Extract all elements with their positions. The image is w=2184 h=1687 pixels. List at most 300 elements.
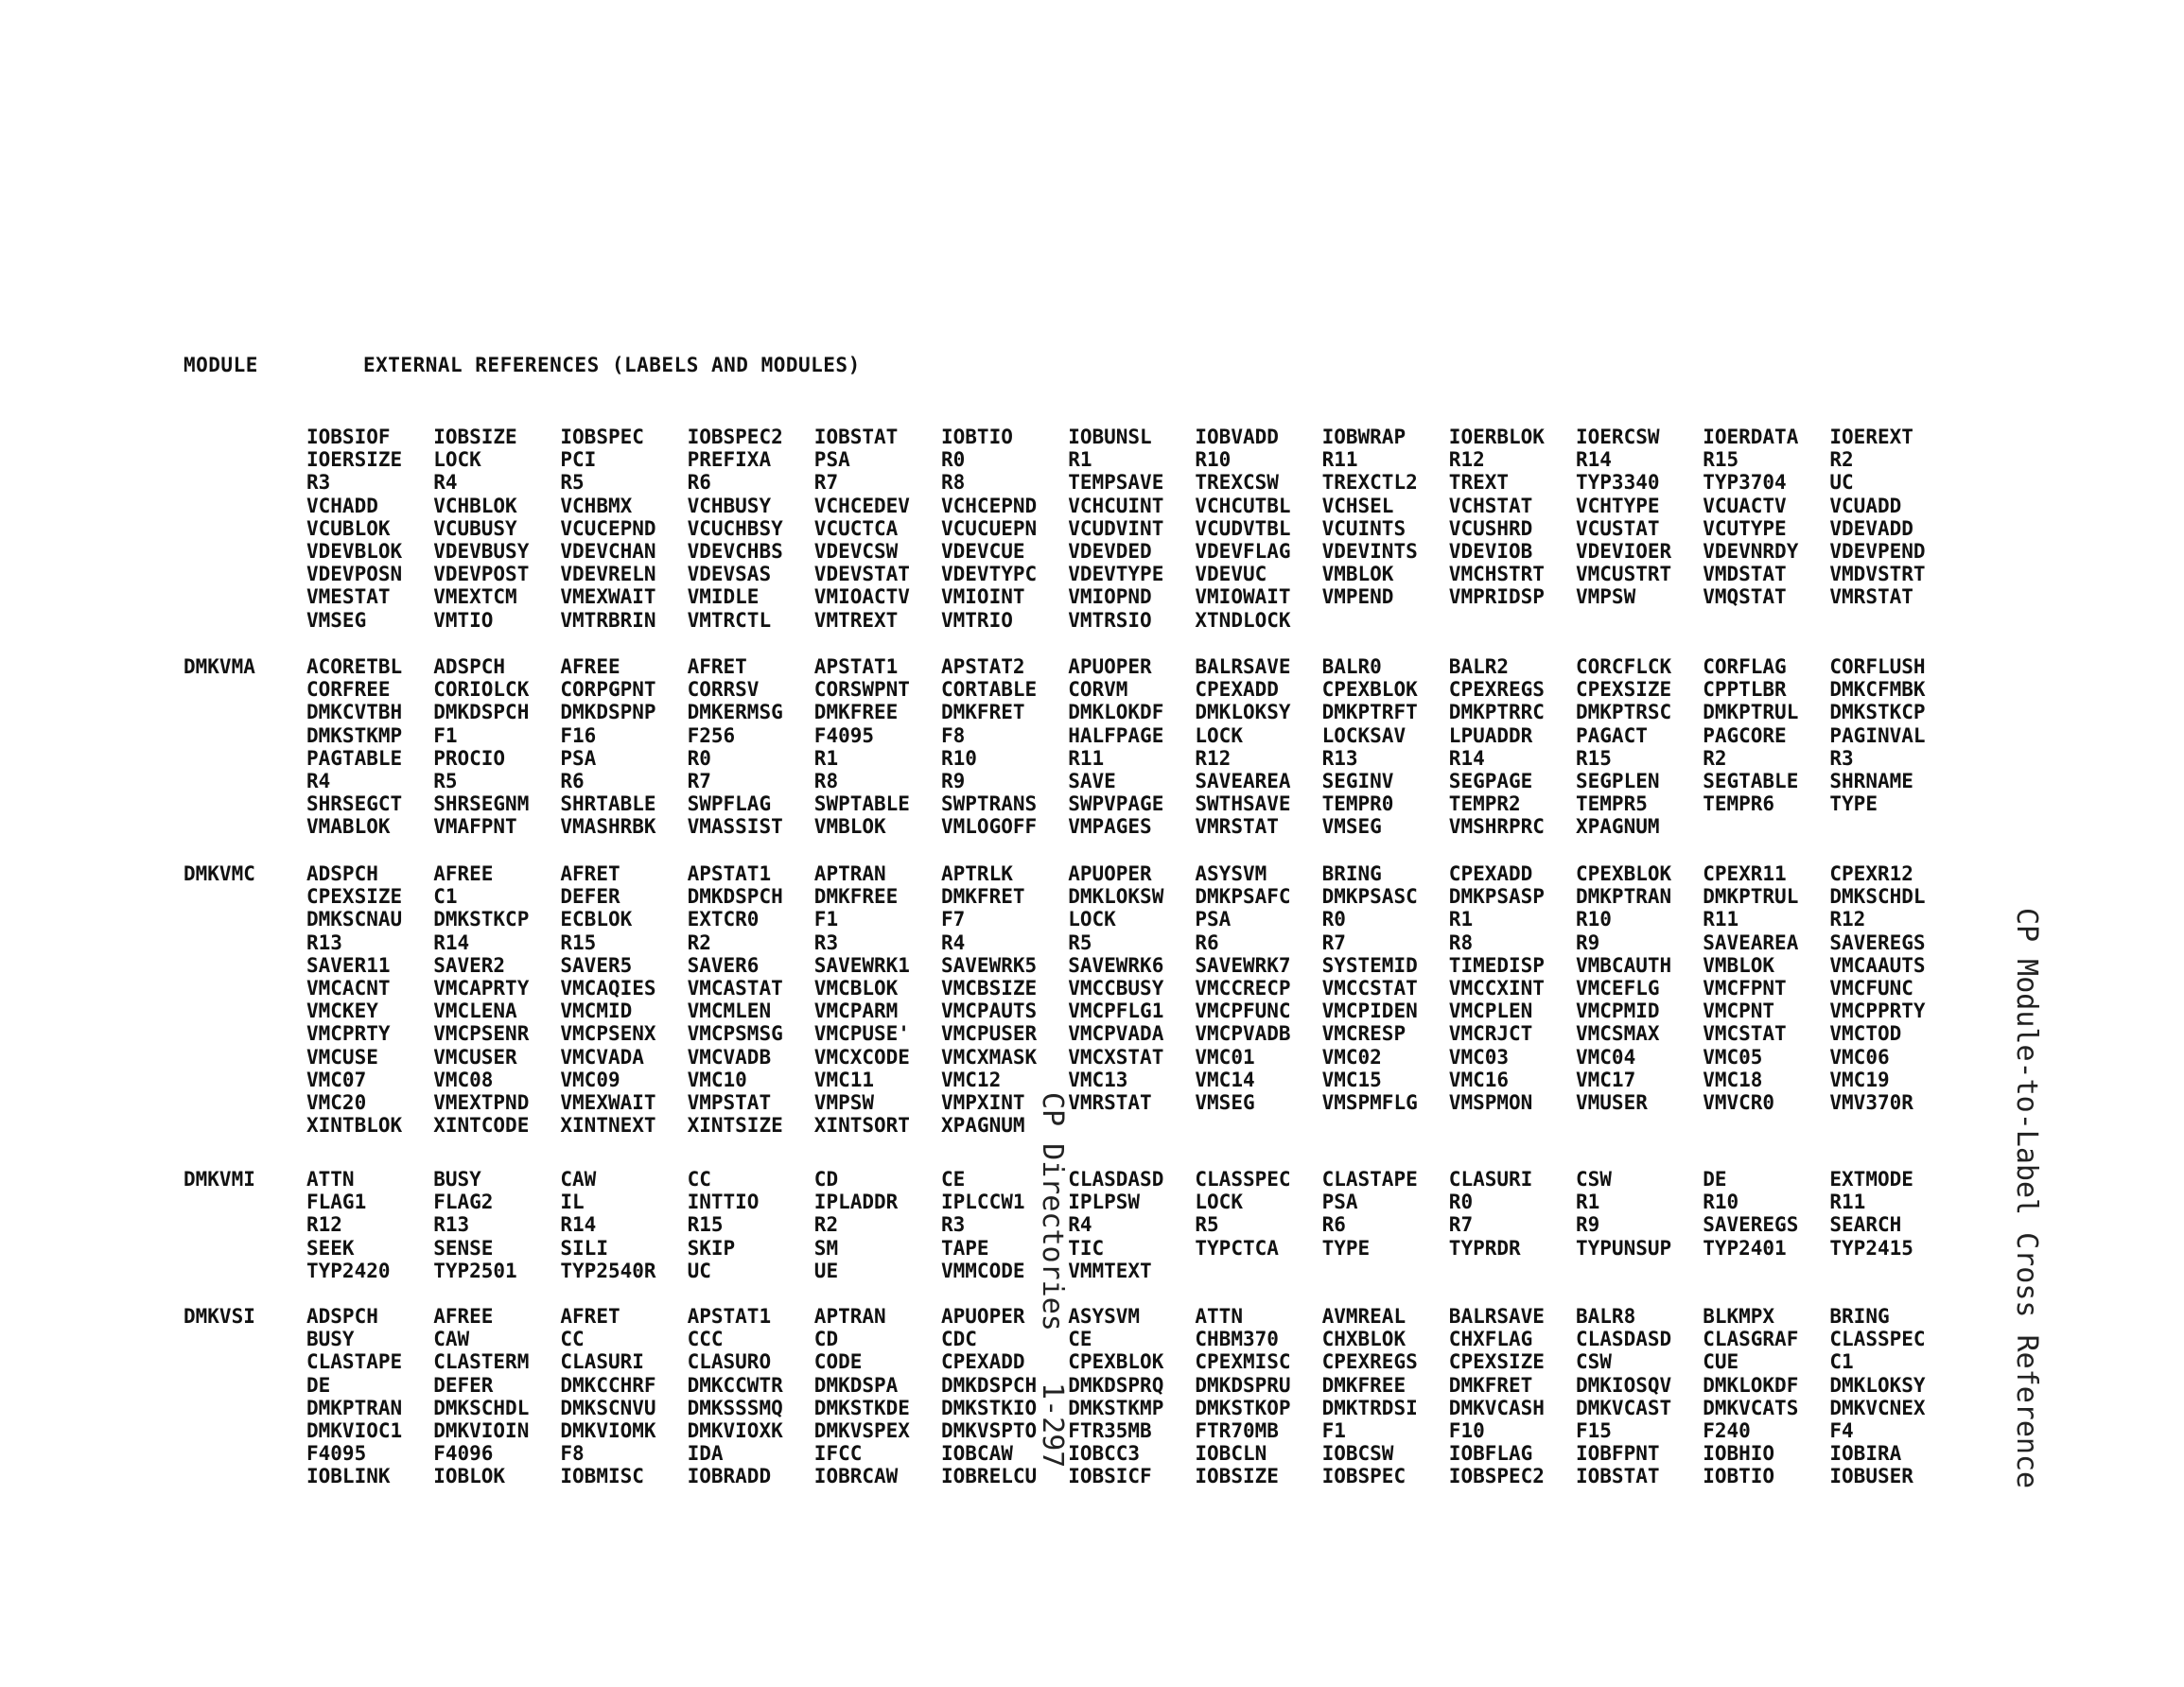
reference-label: IOBLOK bbox=[433, 1465, 506, 1488]
reference-label: VMSEG bbox=[1195, 1090, 1255, 1114]
reference-label: DMKSCHDL bbox=[1829, 885, 1926, 909]
reference-row bbox=[306, 1328, 2009, 1350]
reference-label: CSW bbox=[1576, 1350, 1612, 1374]
reference-label: SAVEWRK5 bbox=[941, 953, 1038, 977]
reference-label: VMCPUSE' bbox=[813, 1022, 910, 1046]
reference-label: VMC04 bbox=[1576, 1045, 1636, 1069]
reference-label: IFCC bbox=[813, 1442, 863, 1466]
reference-label: IOBUNSL bbox=[1068, 426, 1152, 448]
reference-label: TYP3340 bbox=[1576, 471, 1660, 495]
reference-label: DMKCCWTR bbox=[687, 1373, 783, 1397]
reference-label: R10 bbox=[941, 746, 977, 770]
reference-label: R6 bbox=[560, 769, 585, 792]
reference-label: SAVER6 bbox=[687, 953, 760, 977]
reference-label: CORRSV bbox=[687, 678, 760, 702]
reference-label: VMCACNT bbox=[306, 976, 391, 1000]
reference-label: VMIOINT bbox=[941, 585, 1025, 609]
reference-label: DMKPSAFC bbox=[1195, 885, 1291, 909]
reference-label: IOBRADD bbox=[687, 1465, 772, 1488]
reference-label: VMEXTPND bbox=[433, 1090, 530, 1114]
reference-label: VMC10 bbox=[687, 1068, 747, 1091]
reference-label: CLASTAPE bbox=[306, 1350, 403, 1374]
reference-label: CPEXREGS bbox=[1321, 1350, 1418, 1374]
reference-label: IOERCSW bbox=[1576, 426, 1660, 448]
reference-label: LOCK bbox=[1195, 723, 1243, 747]
reference-label: CORFREE bbox=[306, 678, 391, 702]
reference-label: VCUINTS bbox=[1321, 516, 1406, 540]
reference-label: R1 bbox=[1068, 448, 1092, 472]
reference-row bbox=[306, 1305, 2009, 1328]
reference-label: UC bbox=[1829, 471, 1854, 495]
reference-label: IOBTIO bbox=[941, 426, 1013, 448]
reference-row bbox=[306, 747, 2009, 770]
reference-label: R11 bbox=[1068, 746, 1105, 770]
reference-label: XINTCODE bbox=[433, 1114, 530, 1138]
reference-label: VMCUSTRT bbox=[1576, 563, 1672, 586]
reference-row bbox=[306, 1374, 2009, 1397]
reference-label: VCHBMX bbox=[560, 494, 633, 517]
reference-label: CE bbox=[1068, 1328, 1092, 1351]
reference-label: VCHBUSY bbox=[687, 494, 772, 517]
reference-label: R15 bbox=[1703, 448, 1739, 472]
reference-label: IOBSPEC bbox=[560, 426, 644, 448]
reference-label: XINTSIZE bbox=[687, 1114, 783, 1138]
reference-label: XINTBLOK bbox=[306, 1114, 403, 1138]
reference-label: DMKVIOIN bbox=[433, 1418, 530, 1442]
reference-row bbox=[306, 563, 2009, 585]
reference-label: AFRET bbox=[687, 655, 747, 678]
reference-row bbox=[306, 908, 2009, 930]
reference-label: R2 bbox=[1703, 746, 1727, 770]
reference-label: R3 bbox=[1829, 746, 1854, 770]
reference-label: VMDVSTRT bbox=[1829, 563, 1926, 586]
reference-label: VMCPRTY bbox=[306, 1022, 391, 1046]
reference-label: VMMTEXT bbox=[1068, 1259, 1152, 1282]
reference-label: CUE bbox=[1703, 1350, 1739, 1374]
reference-label: R5 bbox=[1068, 930, 1092, 954]
reference-label: HALFPAGE bbox=[1068, 723, 1164, 747]
reference-label: R8 bbox=[813, 769, 839, 792]
reference-label: VDEVCUE bbox=[941, 539, 1025, 563]
reference-label: DMKERMSG bbox=[687, 701, 783, 724]
reference-label: APUOPER bbox=[1068, 862, 1152, 885]
reference-label: VMPSW bbox=[1576, 585, 1636, 609]
reference-row bbox=[306, 1260, 2009, 1282]
reference-label: VCHCUTBL bbox=[1195, 494, 1291, 517]
reference-row bbox=[306, 678, 2009, 701]
reference-label: IOBSIZE bbox=[433, 426, 517, 448]
reference-label: VMEXWAIT bbox=[560, 1090, 656, 1114]
reference-label: SAVEAREA bbox=[1703, 930, 1799, 954]
reference-row bbox=[306, 426, 2009, 448]
reference-rows bbox=[306, 1168, 2009, 1282]
reference-label: IOBSPEC bbox=[1321, 1465, 1406, 1488]
reference-label: R11 bbox=[1321, 448, 1358, 472]
reference-label: R10 bbox=[1703, 1191, 1739, 1214]
reference-row bbox=[306, 609, 2009, 632]
reference-label: VMSEG bbox=[1321, 815, 1382, 839]
reference-label: VDEVDED bbox=[1068, 539, 1152, 563]
reference-label: R4 bbox=[306, 769, 331, 792]
reference-label: DMKVSPEX bbox=[813, 1418, 910, 1442]
reference-label: F1 bbox=[433, 723, 458, 747]
reference-label: SEGTABLE bbox=[1703, 769, 1799, 792]
reference-label: APSTAT1 bbox=[813, 655, 899, 678]
reference-label: F1 bbox=[1321, 1418, 1346, 1442]
reference-label: VMCCXINT bbox=[1448, 976, 1545, 1000]
reference-label: FLAG1 bbox=[306, 1191, 367, 1214]
reference-row bbox=[306, 1237, 2009, 1260]
reference-label: VMC13 bbox=[1068, 1068, 1128, 1091]
reference-label: DMKSTKMP bbox=[1068, 1396, 1164, 1419]
reference-label: IOBWRAP bbox=[1321, 426, 1406, 448]
reference-label: VCHCUINT bbox=[1068, 494, 1164, 517]
reference-label: R6 bbox=[1195, 930, 1219, 954]
reference-label: DMKVCAST bbox=[1576, 1396, 1672, 1419]
reference-label: IOERBLOK bbox=[1448, 426, 1545, 448]
reference-label: TYP3704 bbox=[1703, 471, 1787, 495]
reference-row bbox=[306, 1091, 2009, 1114]
reference-label: DE bbox=[306, 1373, 331, 1397]
reference-label: SAVEWRK6 bbox=[1068, 953, 1164, 977]
reference-label: R7 bbox=[1448, 1213, 1474, 1237]
reference-label: VDEVUC bbox=[1195, 563, 1267, 586]
reference-label: C1 bbox=[1829, 1350, 1854, 1374]
reference-label: IOBSICF bbox=[1068, 1465, 1152, 1488]
reference-label: ECBLOK bbox=[560, 908, 633, 931]
reference-label: VMIOACTV bbox=[813, 585, 910, 609]
reference-label: APSTAT1 bbox=[687, 1305, 772, 1328]
reference-label: APTRAN bbox=[813, 1305, 886, 1328]
reference-label: VMCUSER bbox=[433, 1045, 517, 1069]
reference-label: VMTRCTL bbox=[687, 608, 772, 632]
reference-label: VMCVADB bbox=[687, 1045, 772, 1069]
reference-label: R8 bbox=[941, 471, 966, 495]
reference-label: VMTRBRIN bbox=[560, 608, 656, 632]
reference-label: CLASSPEC bbox=[1195, 1168, 1291, 1191]
reference-label: VMEXWAIT bbox=[560, 585, 656, 609]
reference-label: EXTCR0 bbox=[687, 908, 760, 931]
reference-label: R4 bbox=[433, 471, 458, 495]
reference-label: VMAFPNT bbox=[433, 815, 517, 839]
reference-label: DMKFRET bbox=[941, 885, 1025, 909]
reference-label: VMBLOK bbox=[813, 815, 886, 839]
reference-label: APUOPER bbox=[941, 1305, 1025, 1328]
reference-label: DMKLOKDF bbox=[1068, 701, 1164, 724]
reference-row bbox=[306, 1168, 2009, 1191]
reference-label: IOBCLN bbox=[1195, 1442, 1267, 1466]
reference-label: TYP2501 bbox=[433, 1259, 517, 1282]
reference-label: F4 bbox=[1829, 1418, 1854, 1442]
reference-label: TEMPR2 bbox=[1448, 792, 1521, 816]
reference-label: VMC12 bbox=[941, 1068, 1002, 1091]
reference-row bbox=[306, 1350, 2009, 1373]
reference-label: DMKFREE bbox=[813, 885, 899, 909]
reference-label: SWPFLAG bbox=[687, 792, 772, 816]
reference-label: R12 bbox=[1448, 448, 1485, 472]
reference-label: VMCMID bbox=[560, 1000, 633, 1023]
reference-label: DMKFRET bbox=[941, 701, 1025, 724]
reference-label: APUOPER bbox=[1068, 655, 1152, 678]
reference-label: SHRNAME bbox=[1829, 769, 1913, 792]
reference-label: DMKSCNAU bbox=[306, 908, 403, 931]
reference-label: ADSPCH bbox=[433, 655, 506, 678]
reference-label: PAGACT bbox=[1576, 723, 1648, 747]
reference-label: VMCPIDEN bbox=[1321, 1000, 1418, 1023]
reference-label: VMCCBUSY bbox=[1068, 976, 1164, 1000]
page-footer-directories: CP Directories 1-297 bbox=[1036, 1092, 1069, 1469]
reference-label: IOBSTAT bbox=[1576, 1465, 1660, 1488]
reference-label: VMCTOD bbox=[1829, 1022, 1902, 1046]
reference-label: VCHBLOK bbox=[433, 494, 517, 517]
reference-label: VCHCEDEV bbox=[813, 494, 910, 517]
reference-label: IOBLINK bbox=[306, 1465, 391, 1488]
reference-label: DMKVIOMK bbox=[560, 1418, 656, 1442]
reference-row bbox=[306, 1022, 2009, 1045]
reference-row bbox=[306, 931, 2009, 954]
reference-label: PROCIO bbox=[433, 746, 506, 770]
reference-label: VDEVADD bbox=[1829, 516, 1913, 540]
reference-label: IDA bbox=[687, 1442, 724, 1466]
reference-label: DE bbox=[1703, 1168, 1727, 1191]
reference-label: UE bbox=[813, 1259, 839, 1282]
reference-label: BALRSAVE bbox=[1195, 655, 1291, 678]
reference-label: R9 bbox=[1576, 1213, 1600, 1237]
reference-label: VMASHRBK bbox=[560, 815, 656, 839]
reference-label: VMPAGES bbox=[1068, 815, 1152, 839]
reference-label: F4095 bbox=[306, 1442, 367, 1466]
reference-label: SAVE bbox=[1068, 769, 1116, 792]
reference-label: VMC18 bbox=[1703, 1068, 1763, 1091]
reference-label: VCUSTAT bbox=[1576, 516, 1660, 540]
reference-row bbox=[306, 1397, 2009, 1419]
reference-label: CPEXR11 bbox=[1703, 862, 1787, 885]
reference-label: CLASDASD bbox=[1576, 1328, 1672, 1351]
reference-label: DMKLOKSW bbox=[1068, 885, 1164, 909]
reference-label: VDEVSAS bbox=[687, 563, 772, 586]
reference-label: XINTSORT bbox=[813, 1114, 910, 1138]
reference-label: VCHTYPE bbox=[1576, 494, 1660, 517]
reference-label: SYSTEMID bbox=[1321, 953, 1418, 977]
reference-label: LOCKSAV bbox=[1321, 723, 1406, 747]
reference-label: CLASURI bbox=[560, 1350, 644, 1374]
reference-label: R3 bbox=[813, 930, 839, 954]
reference-label: VMMCODE bbox=[941, 1259, 1025, 1282]
reference-label: IOBCC3 bbox=[1068, 1442, 1141, 1466]
reference-label: BALRSAVE bbox=[1448, 1305, 1545, 1328]
reference-label: DMKDSPCH bbox=[687, 885, 783, 909]
reference-row bbox=[306, 1046, 2009, 1069]
reference-label: DMKPTRAN bbox=[1576, 885, 1672, 909]
reference-label: IOBFLAG bbox=[1448, 1442, 1533, 1466]
reference-label: R14 bbox=[1448, 746, 1485, 770]
reference-label: R13 bbox=[1321, 746, 1358, 770]
reference-label: F7 bbox=[941, 908, 966, 931]
reference-label: VMUSER bbox=[1576, 1090, 1648, 1114]
reference-label: VCUSHRD bbox=[1448, 516, 1533, 540]
reference-label: R0 bbox=[1448, 1191, 1474, 1214]
reference-label: R5 bbox=[433, 769, 458, 792]
reference-label: DMKFREE bbox=[1321, 1373, 1406, 1397]
reference-label: R0 bbox=[941, 448, 966, 472]
reference-label: AFRET bbox=[560, 1305, 620, 1328]
reference-label: VMVCR0 bbox=[1703, 1090, 1775, 1114]
reference-label: CCC bbox=[687, 1328, 724, 1351]
reference-label: DMKFREE bbox=[813, 701, 899, 724]
reference-label: CORFLUSH bbox=[1829, 655, 1926, 678]
reference-label: R10 bbox=[1576, 908, 1612, 931]
reference-label: TEMPR5 bbox=[1576, 792, 1648, 816]
reference-label: CDC bbox=[941, 1328, 977, 1351]
reference-label: VCUCTCA bbox=[813, 516, 899, 540]
reference-label: DMKDSPNP bbox=[560, 701, 656, 724]
reference-label: VMTRIO bbox=[941, 608, 1013, 632]
reference-label: R12 bbox=[306, 1213, 342, 1237]
reference-label: VDEVBUSY bbox=[433, 539, 530, 563]
reference-label: IOEREXT bbox=[1829, 426, 1913, 448]
reference-label: TREXCSW bbox=[1195, 471, 1279, 495]
reference-label: DMKVCASH bbox=[1448, 1396, 1545, 1419]
reference-label: FTR35MB bbox=[1068, 1418, 1152, 1442]
reference-label: R15 bbox=[1576, 746, 1612, 770]
reference-label: DMKSTKCP bbox=[433, 908, 530, 931]
reference-label: VCUDVINT bbox=[1068, 516, 1164, 540]
reference-label: R12 bbox=[1829, 908, 1866, 931]
reference-label: R2 bbox=[1829, 448, 1854, 472]
reference-label: DMKPTRUL bbox=[1703, 701, 1799, 724]
reference-label: VMPSW bbox=[813, 1090, 875, 1114]
reference-rows bbox=[306, 655, 2009, 839]
reference-label: VMCCSTAT bbox=[1321, 976, 1418, 1000]
reference-label: SILI bbox=[560, 1236, 608, 1260]
reference-label: CORFLAG bbox=[1703, 655, 1787, 678]
reference-label: VMCPNT bbox=[1703, 1000, 1775, 1023]
reference-label: TEMPSAVE bbox=[1068, 471, 1164, 495]
reference-label: CC bbox=[560, 1328, 585, 1351]
reference-label: VMCPUSER bbox=[941, 1022, 1038, 1046]
reference-label: SAVER2 bbox=[433, 953, 506, 977]
reference-label: CPEXSIZE bbox=[306, 885, 403, 909]
reference-row bbox=[306, 1000, 2009, 1022]
reference-label: SAVEREGS bbox=[1703, 1213, 1799, 1237]
page-running-title: CP Module-to-Label Cross Reference bbox=[2010, 908, 2043, 1489]
reference-label: VCUACTV bbox=[1703, 494, 1787, 517]
reference-label: BRING bbox=[1321, 862, 1382, 885]
reference-label: IOBCAW bbox=[941, 1442, 1013, 1466]
reference-label: TREXT bbox=[1448, 471, 1510, 495]
reference-label: VMIOWAIT bbox=[1195, 585, 1291, 609]
reference-label: IPLADDR bbox=[813, 1191, 899, 1214]
reference-label: VMC05 bbox=[1703, 1045, 1763, 1069]
reference-label: VMBLOK bbox=[1321, 563, 1394, 586]
reference-label: VMC07 bbox=[306, 1068, 367, 1091]
reference-label: CLASSPEC bbox=[1829, 1328, 1926, 1351]
reference-label: PCI bbox=[560, 448, 597, 472]
reference-label: DMKSTKMP bbox=[306, 723, 403, 747]
reference-label: PREFIXA bbox=[687, 448, 772, 472]
reference-label: VDEVCHBS bbox=[687, 539, 783, 563]
reference-label: DMKLOKSY bbox=[1829, 1373, 1926, 1397]
reference-label: VMC01 bbox=[1195, 1045, 1255, 1069]
reference-label: CORTABLE bbox=[941, 678, 1038, 702]
reference-label: DMKPTRUL bbox=[1703, 885, 1799, 909]
reference-label: PAGCORE bbox=[1703, 723, 1787, 747]
reference-label: DMKPTRFT bbox=[1321, 701, 1418, 724]
reference-label: VMSPMON bbox=[1448, 1090, 1533, 1114]
reference-label: R14 bbox=[1576, 448, 1612, 472]
reference-label: VCUCUEPN bbox=[941, 516, 1038, 540]
reference-label: VMBLOK bbox=[1703, 953, 1775, 977]
reference-label: F256 bbox=[687, 723, 736, 747]
reference-label: VMCBLOK bbox=[813, 976, 899, 1000]
reference-label: APSTAT1 bbox=[687, 862, 772, 885]
reference-label: VMC16 bbox=[1448, 1068, 1510, 1091]
reference-label: R13 bbox=[433, 1213, 470, 1237]
reference-label: VCHCEPND bbox=[941, 494, 1038, 517]
reference-row bbox=[306, 815, 2009, 838]
reference-label: TYPE bbox=[1829, 792, 1878, 816]
reference-label: SWTHSAVE bbox=[1195, 792, 1291, 816]
reference-label: VMRSTAT bbox=[1068, 1090, 1152, 1114]
reference-label: DMKVIOXK bbox=[687, 1418, 783, 1442]
reference-label: IOBFPNT bbox=[1576, 1442, 1660, 1466]
reference-label: IOBSPEC2 bbox=[1448, 1465, 1545, 1488]
reference-label: FLAG2 bbox=[433, 1191, 494, 1214]
reference-label: VMCASTAT bbox=[687, 976, 783, 1000]
reference-label: R9 bbox=[1576, 930, 1600, 954]
reference-label: VCUDVTBL bbox=[1195, 516, 1291, 540]
reference-label: F16 bbox=[560, 723, 597, 747]
reference-label: R11 bbox=[1703, 908, 1739, 931]
reference-label: VMCXCODE bbox=[813, 1045, 910, 1069]
reference-label: VDEVCSW bbox=[813, 539, 899, 563]
reference-label: IPLCCW1 bbox=[941, 1191, 1025, 1214]
reference-label: TAPE bbox=[941, 1236, 989, 1260]
reference-label: VMPSTAT bbox=[687, 1090, 772, 1114]
reference-label: IOERDATA bbox=[1703, 426, 1799, 448]
reference-label: ATTN bbox=[306, 1168, 355, 1191]
reference-label: VMEXTCM bbox=[433, 585, 517, 609]
reference-label: LOCK bbox=[1068, 908, 1116, 931]
reference-label: CODE bbox=[813, 1350, 863, 1374]
reference-label: PSA bbox=[1195, 908, 1232, 931]
reference-label: VMTIO bbox=[433, 608, 494, 632]
reference-label: CLASTAPE bbox=[1321, 1168, 1418, 1191]
reference-label: VMCPARM bbox=[813, 1000, 899, 1023]
reference-label: VDEVBLOK bbox=[306, 539, 403, 563]
reference-label: DMKCFMBK bbox=[1829, 678, 1926, 702]
reference-label: R2 bbox=[813, 1213, 839, 1237]
reference-row bbox=[306, 448, 2009, 471]
reference-label: VMCPSENR bbox=[433, 1022, 530, 1046]
reference-label: R4 bbox=[1068, 1213, 1092, 1237]
reference-label: TYP2540R bbox=[560, 1259, 656, 1282]
reference-label: VDEVTYPC bbox=[941, 563, 1038, 586]
reference-label: TYPE bbox=[1321, 1236, 1371, 1260]
reference-label: F15 bbox=[1576, 1418, 1612, 1442]
reference-label: VDEVINTS bbox=[1321, 539, 1418, 563]
reference-row bbox=[306, 1419, 2009, 1442]
reference-label: TYP2420 bbox=[306, 1259, 391, 1282]
reference-label: VCHSEL bbox=[1321, 494, 1394, 517]
reference-label: SHRSEGCT bbox=[306, 792, 403, 816]
reference-label: VCUADD bbox=[1829, 494, 1902, 517]
reference-label: DMKDSPRU bbox=[1195, 1373, 1291, 1397]
reference-label: R0 bbox=[687, 746, 711, 770]
reference-label: CORCFLCK bbox=[1576, 655, 1672, 678]
reference-label: CHXBLOK bbox=[1321, 1328, 1406, 1351]
reference-label: R3 bbox=[306, 471, 331, 495]
